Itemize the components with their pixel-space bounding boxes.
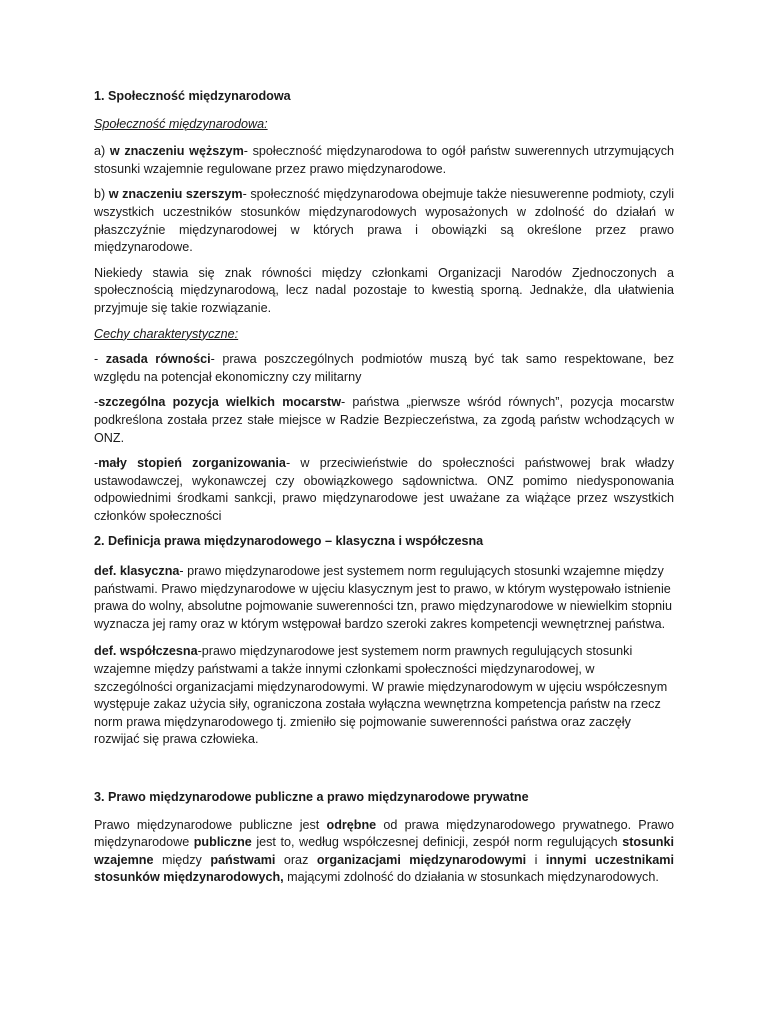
term: def. współczesna [94,644,198,659]
section-2-heading: 2. Definicja prawa międzynarodowego – klasyczna i współczesna [94,534,484,549]
definition: - w przeciwieństwie do społeczności państwowej brak władzy ustawodawczej, wykonawczej czy obowiązkowego sądownictwa. ONZ pomimo niedysponowania odpowiednimi środkami sankcji, prawo międzynarodowe jest uważane za wiążące przez wszystkich członków społeczności [94,456,675,523]
text-run: między [153,852,211,867]
section-3-heading: 3. Prawo międzynarodowe publiczne a prawo międzynarodowe prywatne [94,790,529,804]
prefix: b) [94,187,109,202]
definition: - państwa „pierwsze wśród równych”, pozycja mocarstw podkreślona została przez stałe miejsce w Radzie Bezpieczeństwa, za zgodą państw wchodzących w ONZ. [94,395,674,445]
text-run: mającymi zdolność do działania w stosunkach międzynarodowych. [283,870,659,885]
section-1-heading: 1. Społeczność międzynarodowa [94,89,291,103]
bold-run: państwami [210,852,276,867]
text-run: oraz [275,852,317,867]
bold-run: publiczne [193,835,252,850]
term: w znaczeniu węższym [109,144,244,159]
bold-run: innymi uczestnikami stosunków międzynarodowych, [94,852,674,885]
section-1-subheading: Społeczność międzynarodowa: [94,116,268,131]
term: w znaczeniu szerszym [108,187,243,202]
prefix: a) [94,144,110,159]
bold-run: stosunki wzajemne [94,835,675,867]
definition: - prawo międzynarodowe jest systemem norm regulujących stosunki wzajemne między państwami. Prawo międzynarodowe w ujęciu klasycznym jest to prawo, w którym występowało istnienie prawa do wolny, absolutne pojmowanie suwerenności tzn, prawo międzynarodowe w niewielkim stopniu wyznacza jej ramy oraz w którym wstępował bardzo szeroki zakres kompetencji wewnętrznej państwa. [94,564,672,631]
features-heading: Cechy charakterystyczne: [94,326,239,341]
modern-definition [94,643,674,749]
term: szczególna pozycja wielkich mocarstw [98,395,341,410]
feature-equality [94,351,674,386]
document-page [94,88,674,887]
paragraph-narrow-meaning [94,143,674,178]
text-run: jest to, według współczesnej definicji, zespół norm regulujących [251,835,623,850]
term: zasada równości [105,352,211,367]
text-run: od prawa międzynarodowego prywatnego. Prawo międzynarodowe [94,817,674,850]
term: mały stopień zorganizowania [98,456,286,471]
bold-run: organizacjami międzynarodowymi [316,852,527,867]
classic-definition [94,563,674,633]
text-run: Prawo międzynarodowe publiczne jest [94,817,327,832]
definition: -prawo międzynarodowe jest systemem norm prawnych regulujących stosunki wzajemne między państwami a także innymi członkami społeczności międzynarodowej, w szczególności organizacjami międzynarodowymi. W prawie międzynarodowym w ujęciu współczesnym występuje zakaz użycia siły, ograniczona została wyłączna wewnętrzna kompetencja państw na rzecz norm prawa międzynarodowego tj. zmieniło się pojmowanie suwerenności państwa oraz zaczęły rozwijać się prawa człowieka. [94,644,668,747]
term: def. klasyczna [94,564,180,579]
paragraph-broad-meaning [94,186,674,256]
feature-low-organization [94,455,674,525]
public-private-paragraph [94,817,674,887]
feature-great-powers [94,394,674,447]
definition: - prawa poszczególnych podmiotów muszą być tak samo respektowane, bez względu na potencjał ekonomiczny czy militarny [94,352,674,384]
text-run: i [526,852,546,867]
definition: - społeczność międzynarodowa to ogół państw suwerennych utrzymujących stosunki wzajemnie regulowane przez prawo międzynarodowe. [94,144,674,176]
prefix: - [94,352,106,367]
prefix: - [94,456,99,471]
prefix: - [94,395,99,410]
definition: - społeczność międzynarodowa obejmuje także niesuwerenne podmioty, czyli wszystkich uczestników stosunków międzynarodowych wyposażonych w zdolność do działań w płaszczyźnie międzynarodowej w których prawa i obowiązki są określone przez prawo międzynarodowe. [94,187,675,255]
paragraph-note: Niekiedy stawia się znak równości między członkami Organizacji Narodów Zjednoczonych a społecznością międzynarodową, lecz nadal pozostaje to kwestią sporną. Jednakże, dla ułatwienia przyjmuje się takie rozwiązanie. [94,265,674,315]
bold-run: odrębne [326,817,377,832]
